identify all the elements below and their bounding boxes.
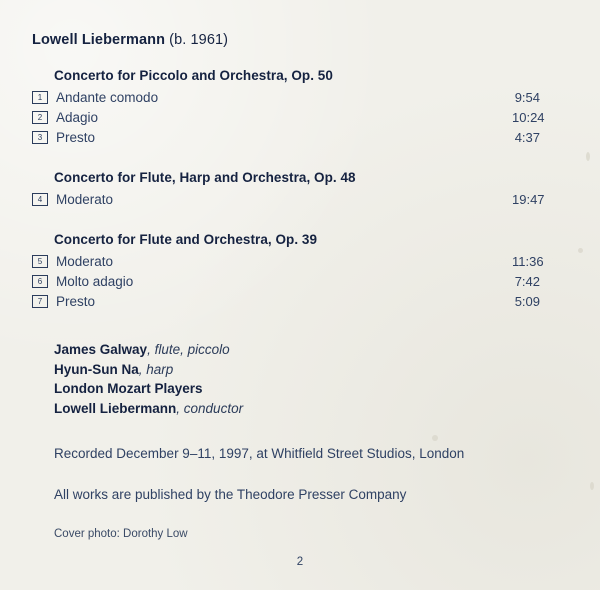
track-duration: 10:24 [512,110,545,125]
performer-name: James Galway [54,342,148,357]
composer-name: Lowell Liebermann [32,32,166,48]
track-number: 6 [32,275,48,288]
track-number: 2 [32,111,48,124]
track-duration: 7:42 [514,274,540,289]
track-row[interactable] [32,294,570,314]
work-title: Concerto for Flute, Harp and Orchestra, Op. 48 [54,170,356,185]
track-row[interactable] [32,254,570,274]
performer-name: Hyun-Sun Na [54,361,139,377]
track-number: 5 [32,255,48,268]
track-title: Molto adagio [56,274,134,289]
performer-entry [54,379,570,399]
track-row[interactable] [32,130,570,150]
performer-name: London Mozart Players [54,381,203,396]
track-title: Moderato [56,254,114,269]
track-row[interactable] [32,90,570,110]
performer-entry [54,360,570,380]
performer-name: Lowell Liebermann [54,400,177,416]
track-title: Adagio [56,110,99,125]
track-duration: 19:47 [512,192,545,207]
track-duration: 9:54 [514,90,540,105]
recording-note: Recorded December 9–11, 1997, at Whitfield Street Studios, London [54,446,465,461]
paper-speck [586,152,590,161]
performer-role: , conductor [176,400,244,416]
work-section [32,170,570,212]
work-title: Concerto for Piccolo and Orchestra, Op. 50 [54,68,333,83]
track-title: Andante comodo [56,90,159,105]
work-section [32,232,570,314]
track-duration: 4:37 [514,130,540,145]
track-number: 3 [32,131,48,144]
performer-entry [54,399,570,419]
performer-role: , flute, piccolo [147,342,230,357]
work-section [32,68,570,150]
track-title: Presto [56,130,96,145]
cover-photo-credit: Cover photo: Dorothy Low [54,528,188,540]
track-row[interactable] [32,274,570,294]
track-title: Moderato [56,192,114,207]
composer-years: (b. 1961) [169,32,229,48]
track-list [32,90,570,150]
composer-heading [32,32,570,48]
paper-speck [590,482,594,490]
track-list [32,192,570,212]
performer-list [54,340,570,418]
paper-speck [432,435,438,441]
work-title: Concerto for Flute and Orchestra, Op. 39 [54,232,318,247]
track-row[interactable] [32,192,570,212]
page-number: 2 [296,556,304,568]
publisher-note: All works are published by the Theodore Presser Company [54,487,407,502]
track-duration: 11:36 [512,254,544,269]
track-duration: 5:09 [514,294,540,309]
track-number: 7 [32,295,48,308]
track-number: 1 [32,91,48,104]
track-title: Presto [56,294,96,309]
performer-entry [54,340,570,360]
track-number: 4 [32,193,48,206]
track-list [32,254,570,314]
paper-speck [578,248,583,253]
performer-role: , harp [138,361,174,377]
track-row[interactable] [32,110,570,130]
